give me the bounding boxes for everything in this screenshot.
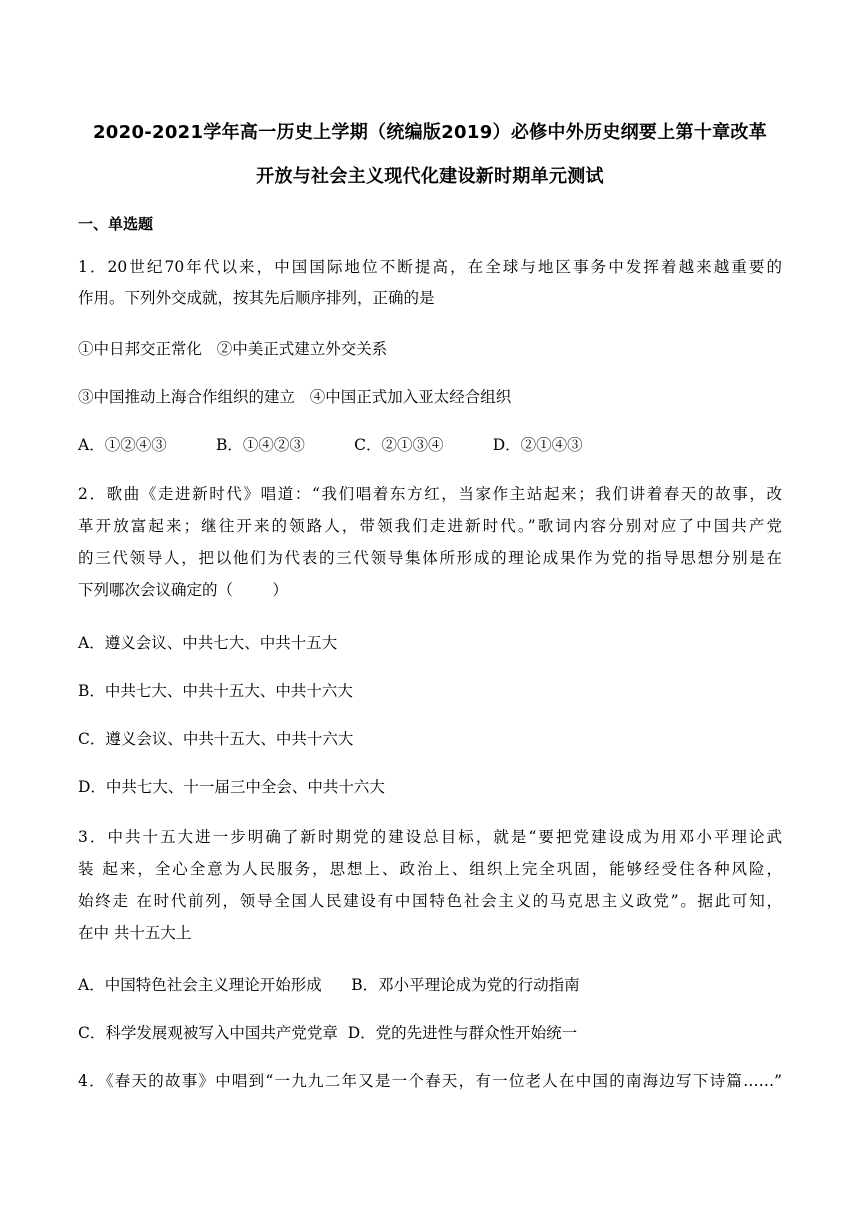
q3-stem-line-2: 装 起来，全心全意为人民服务，思想上、政治上、组织上完全巩固，能够经受住各种风险， (78, 860, 782, 878)
section-heading: 一、单选题 (78, 215, 154, 233)
q2-option-a: A．遵义会议、中共七大、中共十五大 (78, 634, 338, 652)
page-title-line-1: 2020-2021学年高一历史上学期（统编版2019）必修中外历史纲要上第十章改革 (92, 122, 768, 143)
q2-stem-line-2: 革开放富起来；继往开来的领路人，带领我们走进新时代。”歌词内容分别对应了中国共产党 (78, 517, 782, 535)
q3-stem-line-4: 在中 共十五大上 (78, 924, 192, 942)
q2-stem-line-3: 的三代领导人，把以他们为代表的三代领导集体所形成的理论成果作为党的指导思想分别是在 (78, 549, 782, 567)
q3-stem-line-1: 3．中共十五大进一步明确了新时期党的建设总目标，就是“要把党建设成为用邓小平理论武 (78, 828, 782, 846)
q3-options-line-2: C．科学发展观被写入中国共产党党章 D．党的先进性与群众性开始统一 (78, 1024, 578, 1042)
q2-option-b: B．中共七大、中共十五大、中共十六大 (78, 682, 353, 700)
q2-option-c: C．遵义会议、中共十五大、中共十六大 (78, 730, 354, 748)
q4-stem-line-1: 4．《春天的故事》中唱到“一九九二年又是一个春天，有一位老人在中国的南海边写下诗篇……” (78, 1072, 782, 1090)
q2-stem-line-1: 2．歌曲《走进新时代》唱道：“我们唱着东方红，当家作主站起来；我们讲着春天的故事，改 (78, 485, 782, 503)
q3-stem-line-3: 始终走 在时代前列，领导全国人民建设有中国特色社会主义的马克思主义政党”。据此可知， (78, 892, 782, 910)
q1-options: A．①②④③ B．①④②③ C．②①③④ D．②①④③ (78, 436, 583, 454)
q2-stem-line-4: 下列哪次会议确定的（ ） (78, 581, 288, 599)
q1-item-line-2: ③中国推动上海合作组织的建立 ④中国正式加入亚太经合组织 (78, 388, 512, 406)
page-title-line-2: 开放与社会主义现代化建设新时期单元测试 (256, 166, 604, 187)
q1-stem-line-2: 作用。下列外交成就，按其先后顺序排列，正确的是 (78, 289, 435, 307)
q1-item-line-1: ①中日邦交正常化 ②中美正式建立外交关系 (78, 340, 388, 358)
q1-stem-line-1: 1．20世纪70年代以来，中国国际地位不断提高，在全球与地区事务中发挥着越来越重要的 (78, 258, 782, 276)
q2-option-d: D．中共七大、十一届三中全会、中共十六大 (78, 778, 385, 796)
q3-options-line-1: A．中国特色社会主义理论开始形成 B．邓小平理论成为党的行动指南 (78, 976, 580, 994)
